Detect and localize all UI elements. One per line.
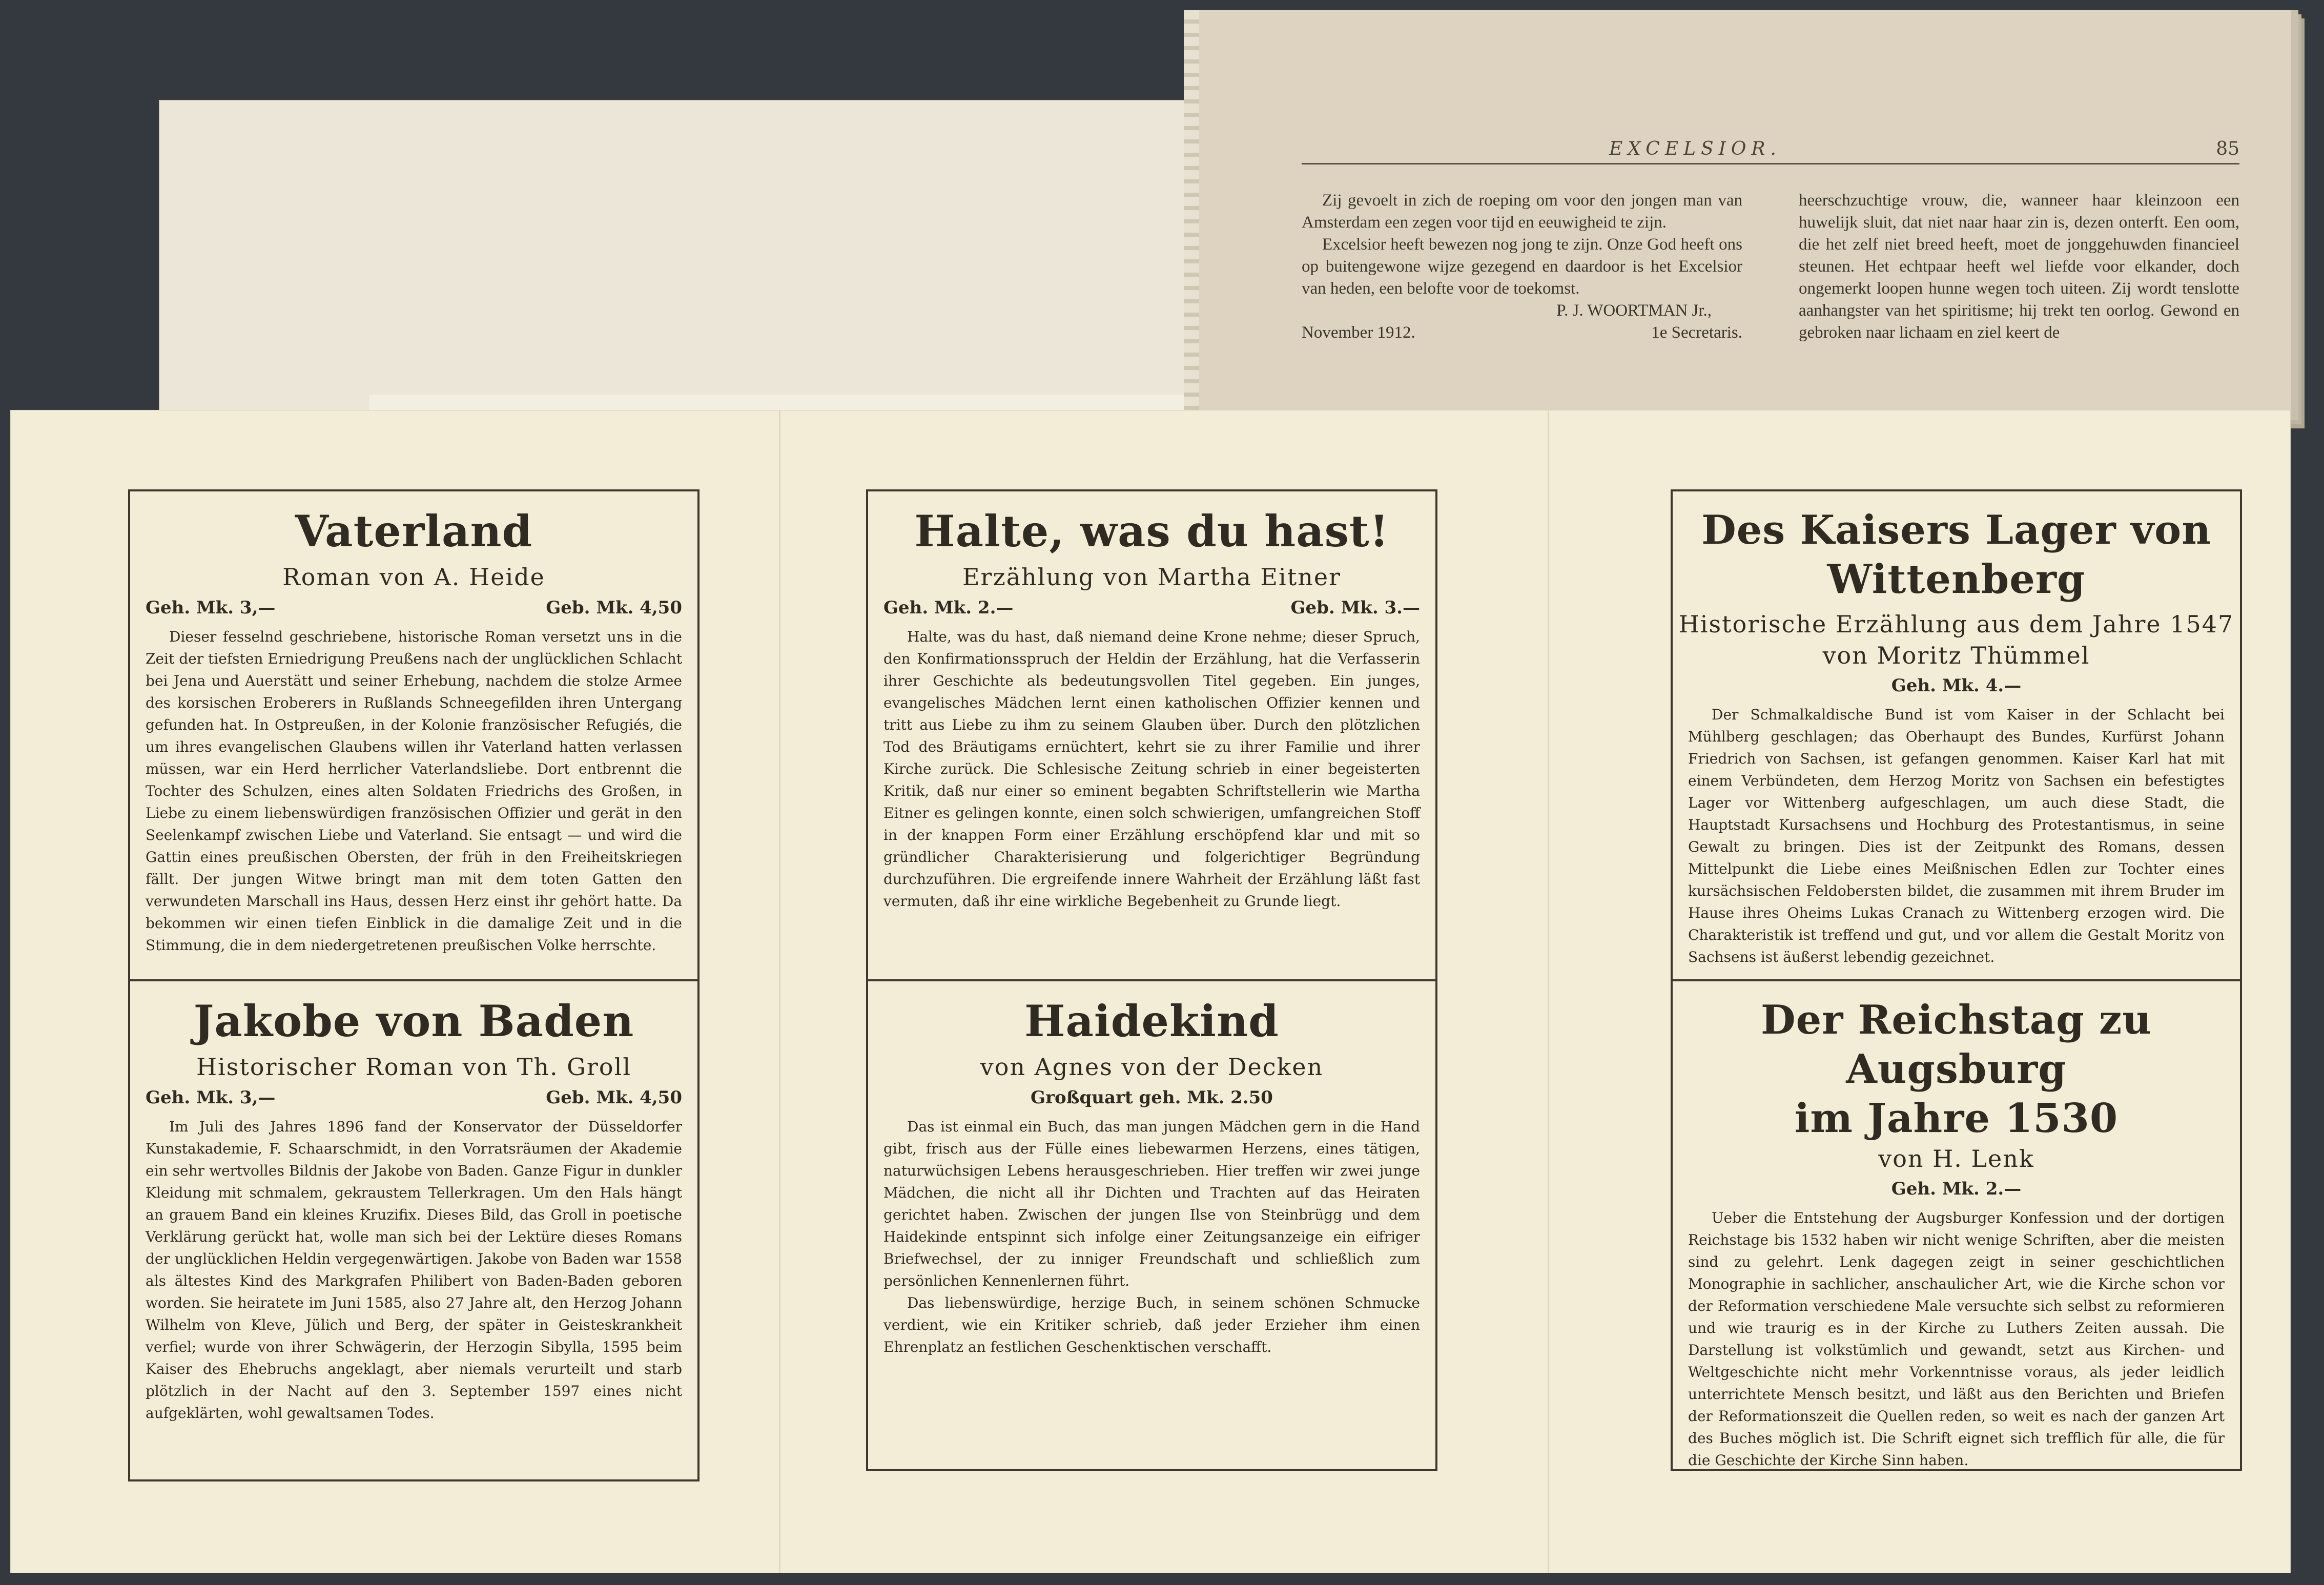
price-paperback: Großquart geh. Mk. 2.50 xyxy=(1031,1087,1273,1108)
ad-kaisers-lager-wittenberg xyxy=(1671,489,2242,981)
ad-description xyxy=(1673,1207,2240,1471)
fold-line xyxy=(779,410,780,1573)
price-paperback: Geh. Mk. 2.— xyxy=(1891,1179,2022,1199)
ad-text: Das liebenswürdige, herzige Buch, in seinem schönen Schmucke verdient, wie ein Kritiker schrieb, daß jeder Erzieher ihm einen Ehrenplatz an festlichen Geschenktischen verschafft. xyxy=(883,1294,1420,1355)
magazine-right-column xyxy=(1799,190,2239,410)
signature-role: 1e Secretaris. xyxy=(1651,323,1742,342)
ad-title: Jakobe von Baden xyxy=(193,996,634,1046)
signature-date: November 1912. xyxy=(1302,323,1415,342)
ad-text: Das ist einmal ein Buch, das man jungen Mädchen gern in die Hand gibt, frisch aus der Fülle eines liebewarmen Herzens, eines tätigen, naturwüchsigen Lebens herausgeschrieben. Hier treffen wir zwei junge Mädchen, die nicht all ihr Dichten und Trachten auf das Heiraten gerichtet haben. Zwischen der jungen Ilse von Steinbrügg und dem Haidekinde entspinnt sich infolge einer Zeitungsanzeige ein eifriger Briefwechsel, der zu inniger Freundschaft und schließlich zum persönlichen Kennenlernen führt. xyxy=(883,1118,1420,1289)
ad-vaterland xyxy=(128,489,700,981)
ad-haidekind xyxy=(866,979,1437,1471)
ad-title-line: Wittenberg xyxy=(1827,556,2086,603)
ad-prices xyxy=(1673,1176,2240,1202)
ad-halte-was-du-hast xyxy=(866,489,1437,981)
magazine-paragraph: Excelsior heeft bewezen nog jong te zijn. Onze God heeft ons op buitengewone wijze gezegend en daardoor is het Excelsior van heden, een belofte voor de toekomst. xyxy=(1302,235,1742,298)
magazine-paragraph: Zij gevoelt in zich de roeping om voor den jongen man van Amsterdam een zegen voor tijd en eeuwigheid te zijn. xyxy=(1302,191,1742,232)
ad-description xyxy=(130,1116,697,1424)
ad-subtitle: Erzählung von Martha Eitner xyxy=(962,563,1342,591)
ad-text: Dieser fesselnd geschriebene, historische Roman versetzt uns in die Zeit der tiefsten Erniedrigung Preußens nach der unglücklichen Schlacht bei Jena und Auerstätt und seiner Erhebung, nachdem die stolze Armee des korsischen Eroberers in Rußlands Schneegefilden ihren Untergang gefunden hat. In Ostpreußen, in der Kolonie französischer Refugiés, die um ihres evangelischen Glaubens willen ihr Vaterland hatten verlassen müssen, war ein Herd herrlicher Vaterlandsliebe. Dort entbrennt die Tochter des Schulzen, eines alten Soldaten Friedrichs des Großen, in Liebe zu einem liebenswürdigen französischen Offizier und gerät in den Seelenkampf zwischen Liebe und Vaterland. Sie entsagt — und wird die Gattin eines preußischen Obersten, der früh in den Freiheitskriegen fällt. Der jungen Witwe bringt man mit dem toten Gatten den verwundeten Marschall ins Haus, dessen Herz einst ihr gehört hatte. Da bekommen wir einen tiefen Einblick in die damalige Zeit und in die Stimmung, die in dem niedergetretenen preußischen Volke herrschte. xyxy=(146,628,682,954)
ad-title-line: im Jahre 1530 xyxy=(1794,1095,2119,1142)
signature-row xyxy=(1302,322,1742,344)
ad-title: Halte, was du hast! xyxy=(914,506,1389,557)
ad-subtitle: Roman von A. Heide xyxy=(282,563,545,591)
ad-description xyxy=(1673,704,2240,968)
ad-prices xyxy=(1673,673,2240,698)
ad-subtitle: Historischer Roman von Th. Groll xyxy=(196,1053,632,1081)
ad-title-line: Des Kaisers Lager von xyxy=(1701,507,2211,553)
price-bound: Geb. Mk. 4,50 xyxy=(546,1087,682,1108)
ad-prices xyxy=(130,595,697,621)
fold-line xyxy=(1548,410,1549,1573)
ad-text: Der Schmalkaldische Bund ist vom Kaiser in der Schlacht bei Mühlberg geschlagen; das Oberhaupt des Bundes, Kurfürst Johann Friedrich von Sachsen, ist gefangen genommen. Kaiser Karl hat mit einem Verbündeten, dem Herzog Moritz von Sachsen ein befestigtes Lager vor Wittenberg aufgeschlagen, um auch diese Stadt, die Hauptstadt Kursachsens und Hochburg des Protestantismus, in seine Gewalt zu bringen. Dies ist der Zeitpunkt des Romans, dessen Mittelpunkt die Liebe eines Meißnischen Edlen zur Tochter eines kursächsischen Feldobersten bildet, die zusammen mit ihrem Bruder im Hause ihres Oheims Lukas Cranach zu Wittenberg erzogen wird. Die Charakteristik ist treffend und gut, und vor allem die Gestalt Moritz von Sachsens ist äußerst lebendig gezeichnet. xyxy=(1688,706,2225,965)
ad-title: Haidekind xyxy=(1024,996,1279,1046)
price-paperback: Geh. Mk. 2.— xyxy=(883,598,1014,618)
ad-description xyxy=(868,1116,1435,1358)
ad-reichstag-augsburg xyxy=(1671,979,2242,1471)
ad-description xyxy=(868,626,1435,912)
magazine-header-rule xyxy=(1302,163,2239,164)
magazine-page-number: 85 xyxy=(2216,138,2239,159)
signature-name: P. J. WOORTMAN Jr., xyxy=(1556,301,1712,320)
ad-text: Halte, was du hast, daß niemand deine Krone nehme; dieser Spruch, den Konfirmationsspruch der Heldin der Erzählung, hat die Verfasserin ihrer Geschichte als bedeutungsvollen Titel gegeben. Ein junges, evangelisches Mädchen lernt einen katholischen Offizier kennen und tritt aus Liebe zu ihm zu seinem Glauben über. Durch den plötzlichen Tod des Bräutigams ernüchtert, kehrt sie zu ihrer Familie und ihrer Kirche zurück. Die Schlesische Zeitung schrieb in einer begeisterten Kritik, daß nur einer so eminent begabten Schriftstellerin wie Martha Eitner es gelingen konnte, einen solch schwierigen, umfangreichen Stoff in der knappen Form einer Erzählung erschöpfend klar und mit so gründlicher Charakterisierung und folgerichtiger Begründung durchzuführen. Die ergreifende innere Wahrheit der Erzählung läßt fast vermuten, daß ihr eine wirkliche Begebenheit zu Grunde liegt. xyxy=(883,628,1420,910)
back-sheet xyxy=(159,100,1227,418)
price-paperback: Geh. Mk. 4.— xyxy=(1891,675,2022,696)
ad-subtitle: von Agnes von der Decken xyxy=(980,1053,1324,1081)
magazine-title: EXCELSIOR. xyxy=(1609,138,1781,159)
ad-prices xyxy=(868,595,1435,621)
ad-text: Ueber die Entstehung der Augsburger Konfession und der dortigen Reichstage bis 1532 haben wir nicht wenige Schriften, aber die meisten sind zu gelehrt. Lenk dagegen zeigt in seiner geschichtlichen Monographie in sachlicher, anschaulicher Art, wie die Kirche schon vor der Reformation verschiedene Male versuchte sich selbst zu reformieren und wie traurig es in der Kirche zu Luthers Zeiten aussah. Die Darstellung ist volkstümlich und gewandt, setzt aus Kirchen- und Weltgeschichte nicht mehr Vorkenntnisse voraus, als jeder leidlich unterrichtete Mensch besitzt, und läßt aus den Berichten und Briefen der Reformationszeit die Quellen reden, so weit es nach der ganzen Art des Buches möglich ist. Die Schrift eignet sich trefflich für alle, die für die Geschichte der Kirche Sinn haben. xyxy=(1688,1209,2225,1469)
price-paperback: Geh. Mk. 3,— xyxy=(146,1087,276,1108)
ad-jakobe-von-baden xyxy=(128,979,700,1481)
price-bound: Geb. Mk. 3.— xyxy=(1290,598,1420,618)
price-bound: Geb. Mk. 4,50 xyxy=(546,598,682,618)
ad-subtitle: Historische Erzählung aus dem Jahre 1547 xyxy=(1678,610,2234,638)
ad-description xyxy=(130,626,697,956)
magazine-torn-edge xyxy=(1184,10,1199,420)
ad-title-line: Der Reichstag zu Augsburg xyxy=(1761,997,2152,1093)
ad-title: Vaterland xyxy=(295,506,533,557)
ad-prices xyxy=(130,1085,697,1110)
magazine-left-column xyxy=(1302,190,1742,410)
ad-author: von H. Lenk xyxy=(1878,1145,2034,1172)
ad-prices xyxy=(868,1085,1435,1110)
magazine-paragraph: heerschzuchtige vrouw, die, wanneer haar kleinzoon een huwelijk sluit, dat niet naar haar zin is, dezen onterft. Een oom, die het zelf niet breed heeft, moet de jonggehuwden financieel steunen. Het echtpaar heeft wel liefde voor elkander, doch ongemerkt loopen hunne wegen toch uiteen. Zij wordt tenslotte aanhangster van het spiritisme; hij trekt ten oorlog. Gewond en gebroken naar lichaam en ziel keert de xyxy=(1799,191,2239,342)
ad-author: von Moritz Thümmel xyxy=(1822,642,2090,669)
ad-text: Im Juli des Jahres 1896 fand der Konservator der Düsseldorfer Kunstakademie, F. Schaarschmidt, in den Vorratsräumen der Akademie ein sehr wertvolles Bildnis der Jakobe von Baden. Ganze Figur in dunkler Kleidung mit schmalem, gekraustem Tellerkragen. Um den Hals hängt an grauem Band ein kleines Kruzifix. Dieses Bild, das Groll in poetische Verklärung gerückt hat, wolle man sich bei der Lektüre dieses Romans der unglücklichen Heldin vergegenwärtigen. Jakobe von Baden war 1558 als ältestes Kind des Markgrafen Philibert von Baden-Baden geboren worden. Sie heiratete im Juni 1585, also 27 Jahre alt, den Herzog Johann Wilhelm von Kleve, Jülich und Berg, der später in Geisteskrankheit verfiel; wurde von ihrer Schwägerin, der Herzogin Sibylla, 1595 beim Kaiser des Ehebruchs angeklagt, aber niemals verurteilt und starb plötzlich in der Nacht auf den 3. September 1597 eines nicht aufgeklärten, wohl gewaltsamen Todes. xyxy=(146,1118,682,1422)
price-paperback: Geh. Mk. 3,— xyxy=(146,598,276,618)
